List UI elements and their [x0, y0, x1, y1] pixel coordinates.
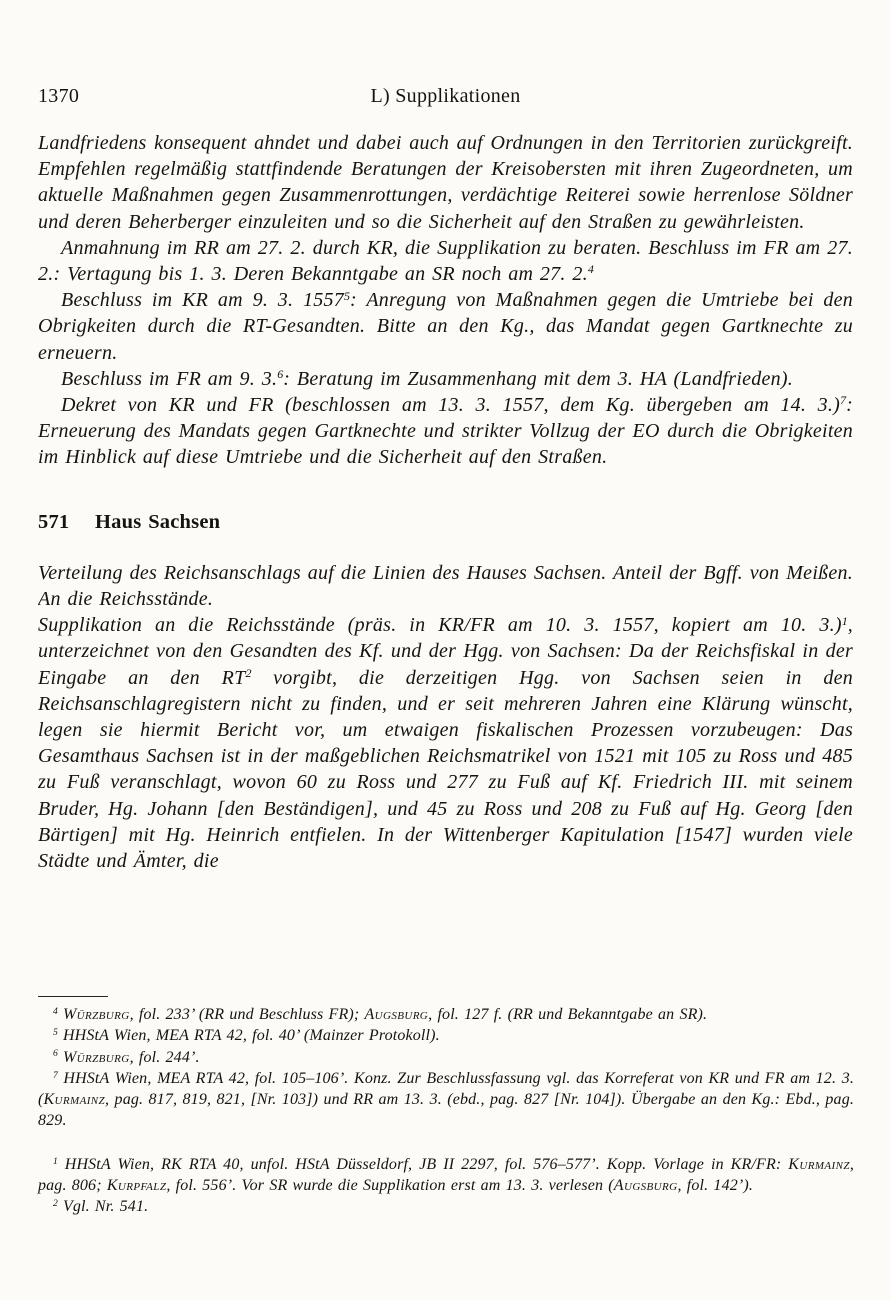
footnote: $^1$ HHStA Wien, RK RTA 40, unfol. HStA Düsseldorf, JB II 2297, fol. 576–577’. Kopp. Vorlage in KR/FR: Kurmainz, pag. 806; Kurpfalz, fol. 556’. Vor SR wurde die Supplikation erst am 13. 3. verlesen (Augsburg, fol. 142’). [38, 1155, 854, 1195]
footnote: $^2$ Vgl. Nr. 541. [53, 1198, 149, 1216]
footnote-group-current-entry [38, 1154, 854, 1218]
main-text [38, 130, 853, 982]
section-heading [38, 509, 853, 535]
footnote: $^7$ HHStA Wien, MEA RTA 42, fol. 105–106’. Konz. Zur Beschlussfassung vgl. das Korreferat von KR und FR am 12. 3. (Kurmainz, pag. 817, 819, 821, [Nr. 103]) und RR am 13. 3. (ebd., pag. 827 [Nr. 104]). Übergabe an den Kg.: Ebd., pag. 829. [38, 1069, 854, 1130]
footnote: $^6$ Würzburg, fol. 244’. [53, 1048, 200, 1066]
superscript-ref: 7 [840, 393, 847, 408]
superscript-ref: 5 [344, 288, 351, 303]
small-caps-name: Augsburg [613, 1177, 678, 1195]
superscript-ref: 2 [245, 666, 252, 681]
body-paragraph: Beschluss im FR am 9. 3.$^6$: Beratung im Zusammenhang mit dem 3. HA (Landfrieden). [61, 367, 794, 390]
superscript-ref: 1 [53, 1155, 58, 1167]
superscript-ref: 1 [841, 613, 848, 628]
footnote: $^4$ Würzburg, fol. 233’ (RR und Beschluss FR); Augsburg, fol. 127 f. (RR und Bekanntgabe an SR). [53, 1005, 708, 1023]
footnotes-area [38, 982, 854, 1218]
superscript-ref: 6 [53, 1048, 58, 1060]
page-header [38, 84, 853, 108]
body-paragraph: Supplikation an die Reichsstände (präs. in KR/FR am 10. 3. 1557, kopiert am 10. 3.)$^1$, unterzeichnet von den Gesandten des Kf. und der Hgg. von Sachsen: Da der Reichsfiskal in der Eingabe an den $RT^2$ vorgibt, die derzeitigen Hgg. von Sachsen seien in den Reichsanschlagregistern nicht zu finden, und er seit mehreren Jahren eine Klärung wünscht, legen sie hiermit Bericht vor, um etwaigen fiskalischen Prozessen vorzubeugen: Das Gesamthaus Sachsen ist in der maßgeblichen Reichsmatrikel von 1521 mit 105 zu Ross und 485 zu Fuß veranschlagt, wovon 60 zu Ross und 277 zu Fuß auf Kf. Friedrich III. mit seinem Bruder, Hg. Johann [den Beständigen], und 45 zu Ross und 208 zu Fuß auf Hg. Georg [den Bärtigen] mit Hg. Heinrich entfielen. In der Wittenberger Kapitulation [1547] wurden viele Städte und Ämter, die [38, 613, 853, 873]
small-caps-name: Würzburg [62, 1006, 130, 1023]
small-caps-name: Augsburg [364, 1006, 429, 1023]
section-summary: Verteilung des Reichsanschlags auf die Linien des Hauses Sachsen. Anteil der Bgff. von Meißen. An die Reichsstände. [38, 561, 853, 611]
superscript-ref: 4 [587, 262, 594, 277]
body-paragraph: Anmahnung im RR am 27. 2. durch KR, die Supplikation zu beraten. Beschluss im FR am 27. 2.: Vertagung bis 1. 3. Deren Bekanntgabe an SR noch am 27. 2.$^4$ [38, 236, 853, 286]
body-paragraph: Landfriedens konsequent ahndet und dabei auch auf Ordnungen in den Territorien zurückgreift. Empfehlen regelmäßig stattfindende Beratungen der Kreisobersten mit ihren Zugeordneten, um aktuelle Maßnahmen gegen Zusammenrottungen, verdächtige Reiterei sowie herrenlose Söldner und deren Beherberger einzuleiten und so die Sicherheit auf den Straßen zu gewährleisten. [38, 132, 853, 233]
superscript-ref: 7 [53, 1069, 58, 1081]
footnote-separator-rule [38, 996, 108, 997]
page-number: 1370 [38, 85, 80, 107]
body-paragraph: Dekret von KR und FR (beschlossen am 13. 3. 1557, dem Kg. übergeben am 14. 3.)$^7$: Erneuerung des Mandats gegen Gartknechte und strikter Vollzug der EO durch die Obrigkeiten im Hinblick auf diese Umtriebe und die Sicherheit auf den Straßen. [38, 393, 853, 469]
section-title: Haus Sachsen [95, 510, 221, 533]
superscript-ref: 6 [277, 367, 284, 382]
body-paragraph: Beschluss im KR am 9. 3. 1557$^5$: Anregung von Maßnahmen gegen die Umtriebe bei den Obrigkeiten durch die RT-Gesandten. Bitte an den Kg., das Mandat gegen Gartknechte zu erneuern. [38, 288, 853, 364]
small-caps-name: Würzburg [62, 1048, 130, 1066]
superscript-ref: 2 [53, 1198, 58, 1210]
superscript-ref: 4 [53, 1005, 58, 1017]
footnote: $^5$ HHStA Wien, MEA RTA 42, fol. 40’ (Mainzer Protokoll). [53, 1027, 440, 1045]
small-caps-name: Kurpfalz [106, 1177, 167, 1195]
running-title: L) Supplikationen [370, 85, 521, 107]
footnote-group-previous-entry [38, 1004, 854, 1132]
small-caps-name: Kurmainz [43, 1091, 106, 1109]
section-number: 571 [38, 510, 70, 533]
superscript-ref: 5 [53, 1027, 58, 1039]
small-caps-name: Kurmainz [788, 1155, 850, 1173]
